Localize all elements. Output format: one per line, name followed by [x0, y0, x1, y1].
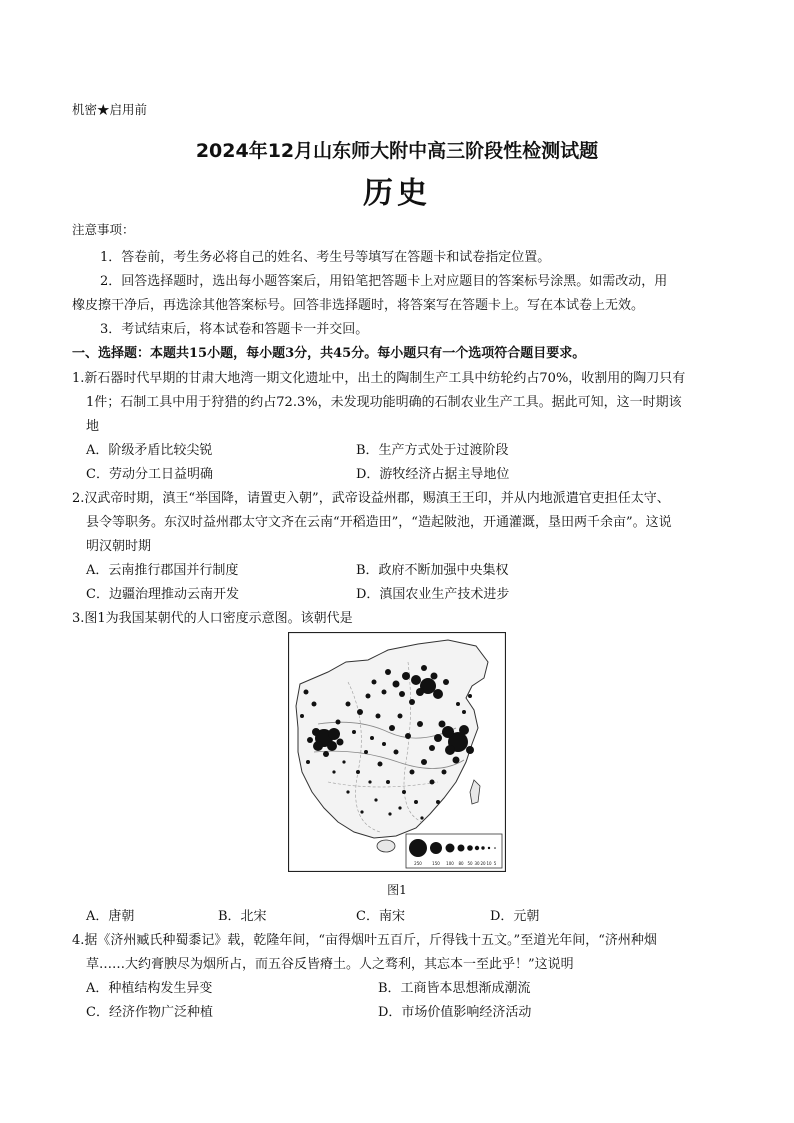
- question-2-option-b: B．政府不断加强中央集权: [356, 563, 509, 578]
- question-4-option-a: A．种植结构发生异变: [86, 981, 213, 996]
- legend-label: 5: [493, 861, 497, 866]
- question-2-line: 2.汉武帝时期，滇王“举国降，请置吏入朝”，武帝设益州郡，赐滇王王印，并从内地派遣官吏担任太守、: [72, 491, 670, 506]
- section-heading: 一、选择题：本题共15小题，每小题3分，共45分。每小题只有一个选项符合题目要求。: [72, 346, 586, 361]
- notice-item: 2．回答选择题时，选出每小题答案后，用铅笔把答题卡上对应题目的答案标号涂黑。如需改动，用: [100, 274, 668, 289]
- question-3-option-c: C．南宋: [356, 909, 405, 924]
- figure-caption: 图1: [387, 883, 407, 897]
- question-2-line: 明汉朝时期: [86, 539, 152, 554]
- question-3-line: 3.图1为我国某朝代的人口密度示意图。该朝代是: [72, 611, 353, 626]
- question-1-option-b: B．生产方式处于过渡阶段: [356, 443, 509, 458]
- question-2-option-a: A．云南推行郡国并行制度: [86, 563, 239, 578]
- legend-label: 20: [480, 861, 486, 866]
- legend-label: 250: [414, 861, 422, 866]
- notice-title: 注意事项：: [72, 222, 135, 237]
- confidential-label: 机密★启用前: [72, 102, 148, 117]
- subject-title: 历史: [363, 176, 431, 211]
- question-4-option-b: B．工商皆本思想渐成潮流: [378, 981, 531, 996]
- question-4-option-d: D．市场价值影响经济活动: [378, 1005, 532, 1020]
- question-2-option-c: C．边疆治理推动云南开发: [86, 587, 239, 602]
- question-3-option-b: B．北宋: [218, 909, 267, 924]
- question-2-line: 县令等职务。东汉时益州郡太守文齐在云南“开稻造田”，“造起陂池，开通灌溉，垦田两千余亩”。这说: [86, 515, 672, 530]
- legend-label: 150: [432, 861, 440, 866]
- question-1-option-c: C．劳动分工日益明确: [86, 467, 213, 482]
- legend-label: 80: [458, 861, 464, 866]
- question-1-line: 1.新石器时代早期的甘肃大地湾一期文化遗址中，出土的陶制生产工具中纺轮约占70%，收割用的陶刀只有: [72, 371, 686, 386]
- legend-label: 50: [467, 861, 473, 866]
- exam-title: 2024年12月山东师大附中高三阶段性检测试题: [195, 140, 599, 162]
- question-4-line: 草……大约膏腴尽为烟所占，而五谷反皆瘠土。人之骛利，其忘本一至此乎！”这说明: [86, 957, 574, 972]
- question-4-option-c: C．经济作物广泛种植: [86, 1005, 213, 1020]
- question-3-option-d: D．元朝: [490, 909, 540, 924]
- question-2-option-d: D．滇国农业生产技术进步: [356, 587, 510, 602]
- question-1-option-d: D．游牧经济占据主导地位: [356, 467, 510, 482]
- legend-label: 10: [486, 861, 492, 866]
- notice-item: 橡皮擦干净后，再选涂其他答案标号。回答非选择题时，将答案写在答题卡上。写在本试卷上无效。: [72, 298, 645, 313]
- question-1-line: 地: [86, 419, 100, 434]
- question-4-line: 4.据《济州臧氏种蜀黍记》载，乾隆年间，“亩得烟叶五百斤，斤得钱十五文。”至道光年间，“济州种烟: [72, 933, 657, 948]
- legend-label: 30: [474, 861, 480, 866]
- question-1-option-a: A．阶级矛盾比较尖锐: [86, 443, 213, 458]
- question-3-option-a: A．唐朝: [86, 909, 135, 924]
- notice-item: 1．答卷前，考生务必将自己的姓名、考生号等填写在答题卡和试卷指定位置。: [100, 250, 551, 265]
- legend-label: 100: [446, 861, 454, 866]
- population-density-map: [288, 632, 506, 872]
- question-1-line: 1件；石制工具中用于狩猎的约占72.3%，未发现功能明确的石制农业生产工具。据此可知，这一时期该: [86, 395, 682, 410]
- notice-item: 3．考试结束后，将本试卷和答题卡一并交回。: [100, 322, 369, 337]
